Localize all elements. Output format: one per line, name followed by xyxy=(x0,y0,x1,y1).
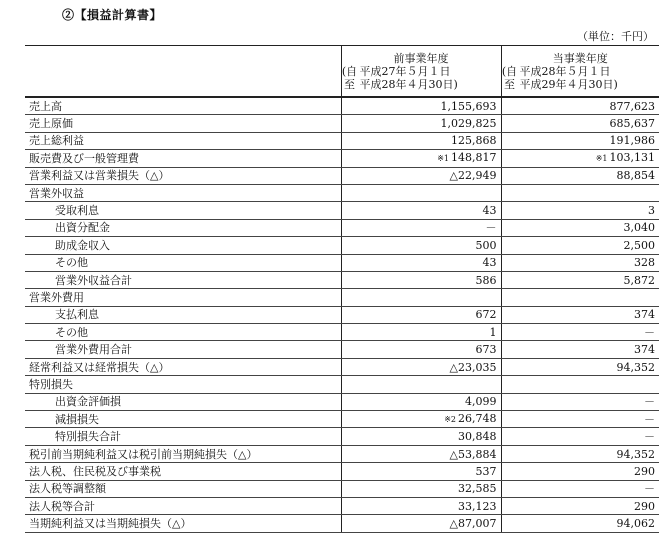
curr-period-value-cell xyxy=(501,150,659,167)
prev-period-value: 43 xyxy=(482,256,497,270)
prev-period-value-cell xyxy=(341,445,501,462)
row-label: 営業外収益合計 xyxy=(25,271,341,288)
row-label: 営業利益又は営業損失（△） xyxy=(25,167,341,184)
table-row xyxy=(25,254,659,271)
curr-period-value-cell xyxy=(501,202,659,219)
prev-period-value-cell xyxy=(341,306,501,323)
curr-period-value: － xyxy=(644,430,655,444)
curr-period-value: － xyxy=(644,325,655,339)
table-row xyxy=(25,306,659,323)
curr-period-value: － xyxy=(644,412,655,426)
prev-period-value-cell xyxy=(341,376,501,393)
prev-period-value: 500 xyxy=(475,238,497,252)
curr-period-value: 290 xyxy=(634,464,655,478)
table-row xyxy=(25,132,659,149)
prev-period-value-cell xyxy=(341,115,501,132)
curr-period-value: 290 xyxy=(634,499,655,513)
row-label: 売上高 xyxy=(25,97,341,115)
curr-period-value: 94,352 xyxy=(616,447,655,461)
curr-period-value-cell xyxy=(501,463,659,480)
table-row xyxy=(25,480,659,497)
row-label: 支払利息 xyxy=(25,306,341,323)
curr-period-value: 374 xyxy=(634,343,655,357)
prev-period-value: 672 xyxy=(475,308,497,322)
table-row xyxy=(25,411,659,428)
table-row xyxy=(25,497,659,514)
row-label: 出資金評価損 xyxy=(25,393,341,410)
table-row xyxy=(25,167,659,184)
note-reference: ※2 xyxy=(444,415,456,425)
row-label: 税引前当期純利益又は税引前当期純損失（△） xyxy=(25,445,341,462)
row-label: 経常利益又は経常損失（△） xyxy=(25,358,341,375)
row-label: その他 xyxy=(25,254,341,271)
prev-period-value-cell xyxy=(341,497,501,514)
curr-period-value-cell xyxy=(501,376,659,393)
row-label: 売上総利益 xyxy=(25,132,341,149)
curr-period-value-cell xyxy=(501,167,659,184)
table-row xyxy=(25,115,659,132)
row-label: 助成金収入 xyxy=(25,237,341,254)
prev-period-value: △23,035 xyxy=(449,360,497,374)
prev-period-value-cell xyxy=(341,463,501,480)
prev-period-value-cell xyxy=(341,132,501,149)
table-row xyxy=(25,97,659,115)
prev-open-bracket: (自 xyxy=(341,65,358,78)
table-row xyxy=(25,237,659,254)
curr-period-value-cell xyxy=(501,184,659,201)
curr-period-from: 平成28年５月１日 xyxy=(519,65,611,78)
row-label: 法人税、住民税及び事業税 xyxy=(25,463,341,480)
curr-period-value: 374 xyxy=(634,308,655,322)
prev-period-value-cell xyxy=(341,254,501,271)
prev-period-value-cell xyxy=(341,219,501,236)
curr-period-value-cell xyxy=(501,97,659,115)
prev-period-to: 平成28年４月30日) xyxy=(359,78,458,91)
curr-period-value-cell xyxy=(501,219,659,236)
table-row xyxy=(25,393,659,410)
prev-period-value: 1 xyxy=(489,325,497,339)
curr-period-value: 3,040 xyxy=(623,221,655,235)
prev-period-value: 30,848 xyxy=(458,430,497,444)
row-label: 特別損失 xyxy=(25,376,341,393)
curr-period-value: 5,872 xyxy=(623,273,655,287)
prev-period-value: 32,585 xyxy=(458,482,497,496)
label-column-header xyxy=(25,46,341,98)
curr-period-value-cell xyxy=(501,271,659,288)
table-row xyxy=(25,324,659,341)
row-label: 出資分配金 xyxy=(25,219,341,236)
row-label: 法人税等合計 xyxy=(25,497,341,514)
prev-period-value: 125,868 xyxy=(451,134,497,148)
curr-period-value-cell xyxy=(501,480,659,497)
note-reference: ※1 xyxy=(437,154,449,164)
table-row xyxy=(25,463,659,480)
table-row xyxy=(25,428,659,445)
curr-period-value-cell xyxy=(501,115,659,132)
prev-period-value: △53,884 xyxy=(449,447,497,461)
curr-period-value-cell xyxy=(501,393,659,410)
curr-period-value: 2,500 xyxy=(623,238,655,252)
prev-period-value-cell xyxy=(341,202,501,219)
table-row xyxy=(25,445,659,462)
prev-period-value: 537 xyxy=(475,464,497,478)
prev-period-value: － xyxy=(485,221,497,235)
prev-period-value: 148,817 xyxy=(451,151,497,165)
note-reference: ※1 xyxy=(595,154,608,164)
curr-period-title: 当事業年度 xyxy=(552,52,608,65)
curr-period-value-cell xyxy=(501,254,659,271)
table-row xyxy=(25,341,659,358)
row-label: 売上原価 xyxy=(25,115,341,132)
prev-period-value-cell xyxy=(341,237,501,254)
table-row xyxy=(25,376,659,393)
curr-period-value-cell xyxy=(501,132,659,149)
prev-period-value-cell xyxy=(341,515,501,532)
row-label: 販売費及び一般管理費 xyxy=(25,150,341,167)
prev-period-value: 33,123 xyxy=(458,499,497,513)
row-label: 法人税等調整額 xyxy=(25,480,341,497)
table-row xyxy=(25,184,659,201)
header-row xyxy=(25,46,659,98)
prev-period-value-cell xyxy=(341,480,501,497)
curr-period-value: 191,986 xyxy=(609,134,655,148)
curr-period-value-cell xyxy=(501,445,659,462)
prev-period-value-cell xyxy=(341,167,501,184)
prev-period-header xyxy=(341,46,501,98)
curr-close-bracket: 至 xyxy=(504,78,515,91)
unit-label: （単位：千円） xyxy=(577,30,654,43)
prev-period-value: 1,029,825 xyxy=(440,117,497,131)
prev-period-value-cell xyxy=(341,393,501,410)
curr-period-value: 94,062 xyxy=(616,517,655,531)
prev-period-from: 平成27年５月１日 xyxy=(359,65,451,78)
curr-period-value: 877,623 xyxy=(609,99,655,113)
curr-period-value: 3 xyxy=(648,204,655,218)
prev-period-value-cell xyxy=(341,358,501,375)
curr-period-value: 94,352 xyxy=(616,360,655,374)
prev-period-value: 43 xyxy=(482,204,497,218)
prev-period-value-cell xyxy=(341,184,501,201)
row-label: 営業外費用 xyxy=(25,289,341,306)
row-label: 特別損失合計 xyxy=(25,428,341,445)
row-label: 営業外費用合計 xyxy=(25,341,341,358)
curr-period-value-cell xyxy=(501,341,659,358)
table-row xyxy=(25,202,659,219)
curr-period-value: 685,637 xyxy=(609,117,655,131)
curr-period-to: 平成29年４月30日) xyxy=(519,78,618,91)
prev-close-bracket: 至 xyxy=(344,78,355,91)
row-label: 減損損失 xyxy=(25,411,341,428)
prev-period-value: △87,007 xyxy=(449,517,497,531)
curr-period-value: － xyxy=(644,482,655,496)
curr-period-value: － xyxy=(644,395,655,409)
curr-period-value-cell xyxy=(501,306,659,323)
prev-period-value: 586 xyxy=(475,273,497,287)
prev-period-value-cell xyxy=(341,271,501,288)
table-row xyxy=(25,219,659,236)
table-row xyxy=(25,515,659,532)
curr-period-value-cell xyxy=(501,324,659,341)
prev-period-value-cell xyxy=(341,341,501,358)
curr-period-value-cell xyxy=(501,289,659,306)
table-row xyxy=(25,289,659,306)
curr-period-header xyxy=(501,46,659,98)
table-row xyxy=(25,358,659,375)
prev-period-value-cell xyxy=(341,97,501,115)
row-label: 受取利息 xyxy=(25,202,341,219)
curr-open-bracket: (自 xyxy=(501,65,518,78)
curr-period-value-cell xyxy=(501,411,659,428)
row-label: 当期純利益又は当期純損失（△） xyxy=(25,515,341,532)
prev-period-value-cell xyxy=(341,289,501,306)
curr-period-value-cell xyxy=(501,497,659,514)
curr-period-value-cell xyxy=(501,358,659,375)
curr-period-value-cell xyxy=(501,237,659,254)
curr-period-value: 103,131 xyxy=(609,151,655,165)
prev-period-value-cell xyxy=(341,150,501,167)
prev-period-value: △22,949 xyxy=(449,169,497,183)
prev-period-value-cell xyxy=(341,411,501,428)
curr-period-value: 88,854 xyxy=(616,169,655,183)
curr-period-value: 328 xyxy=(634,256,655,270)
prev-period-title: 前事業年度 xyxy=(393,52,449,65)
row-label: 営業外収益 xyxy=(25,184,341,201)
table-row xyxy=(25,150,659,167)
row-label: その他 xyxy=(25,324,341,341)
prev-period-value: 4,099 xyxy=(465,395,497,409)
prev-period-value: 1,155,693 xyxy=(440,99,497,113)
prev-period-value-cell xyxy=(341,428,501,445)
statement-title: ②【損益計算書】 xyxy=(62,8,163,22)
prev-period-value: 26,748 xyxy=(458,412,497,426)
income-statement-table xyxy=(25,45,659,533)
prev-period-value: 673 xyxy=(475,343,497,357)
curr-period-value-cell xyxy=(501,428,659,445)
table-row xyxy=(25,271,659,288)
prev-period-value-cell xyxy=(341,324,501,341)
curr-period-value-cell xyxy=(501,515,659,532)
